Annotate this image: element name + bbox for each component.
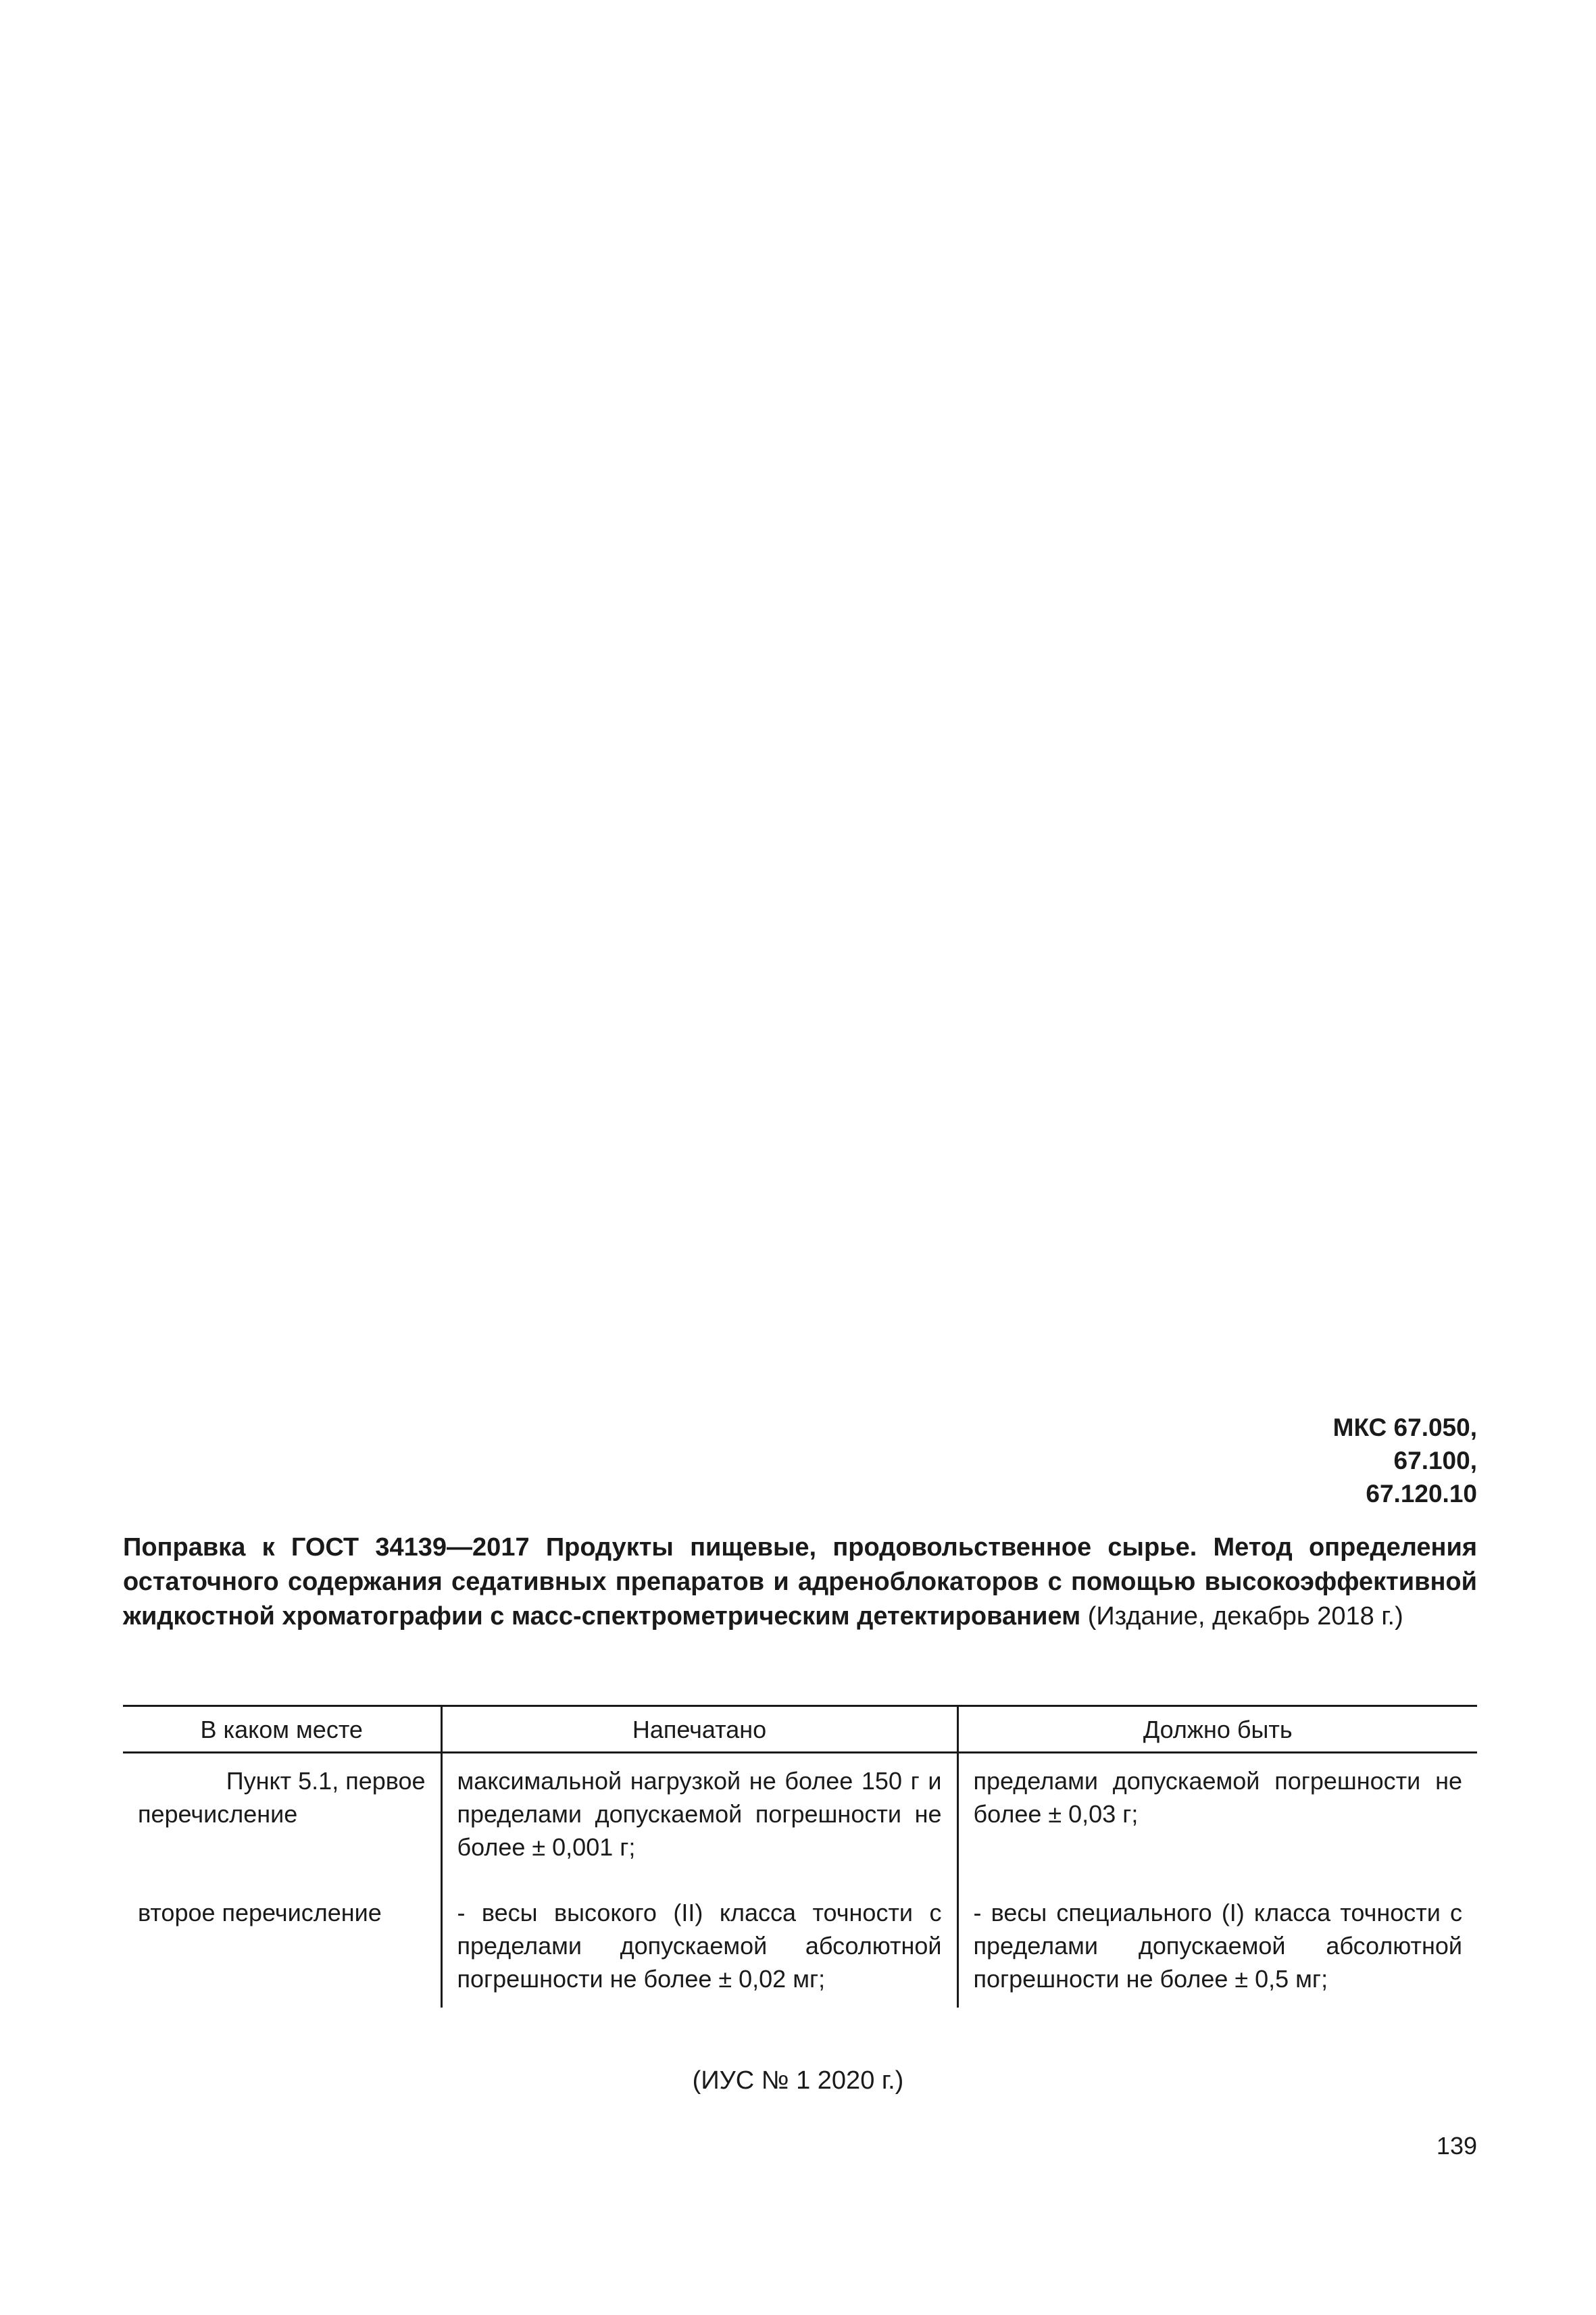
cell-place [123, 1753, 441, 1886]
page-number: 139 [1436, 2132, 1477, 2160]
table-row [123, 1753, 1477, 1886]
header-place: В каком месте [200, 1715, 363, 1743]
table-row [123, 1885, 1477, 2008]
mks-line-2: 67.100, [1393, 1447, 1477, 1474]
header-printed: Напечатано [441, 1706, 957, 1753]
cell-printed: - весы высокого (II) класса точности с пределами допускаемой абсолютной погрешности не более ± 0,02 мг; [441, 1885, 957, 2008]
ius-reference: (ИУС № 1 2020 г.) [692, 2066, 904, 2095]
cell-place-line-1: Пункт 5.1, первое [226, 1767, 426, 1795]
cell-place-line-2: перечисление [138, 1800, 298, 1828]
cell-printed: максимальной нагрузкой не более 150 г и пределами допускаемой погрешности не более ± 0,001 г; [441, 1753, 957, 1886]
amendment-edition: (Издание, декабрь 2018 г.) [1080, 1602, 1403, 1631]
amendment-title [123, 1530, 1477, 1634]
mks-classification [1149, 1411, 1477, 1510]
amendment-table-wrapper [123, 1705, 1477, 2008]
cell-should-be: пределами допускаемой погрешности не более ± 0,03 г; [957, 1753, 1477, 1886]
table-header-row [123, 1706, 1477, 1753]
cell-place: второе перечисление [138, 1899, 382, 1926]
amendment-title-bold: Поправка к ГОСТ 34139—2017 Продукты пищевые, продовольственное сырье. Метод определения остаточного содержания седативных препаратов и адреноблокаторов с помощью высокоэффективной жидкостной хроматографии с масс-спектрометрическим детектированием [123, 1533, 1477, 1631]
mks-line-3: 67.120.10 [1366, 1480, 1477, 1508]
mks-line-1: МКС 67.050, [1332, 1414, 1477, 1441]
amendment-table [123, 1705, 1477, 2008]
cell-should-be: - весы специального (I) класса точности с пределами допускаемой абсолютной погрешности не более ± 0,5 мг; [957, 1885, 1477, 2008]
header-should-be: Должно быть [957, 1706, 1477, 1753]
